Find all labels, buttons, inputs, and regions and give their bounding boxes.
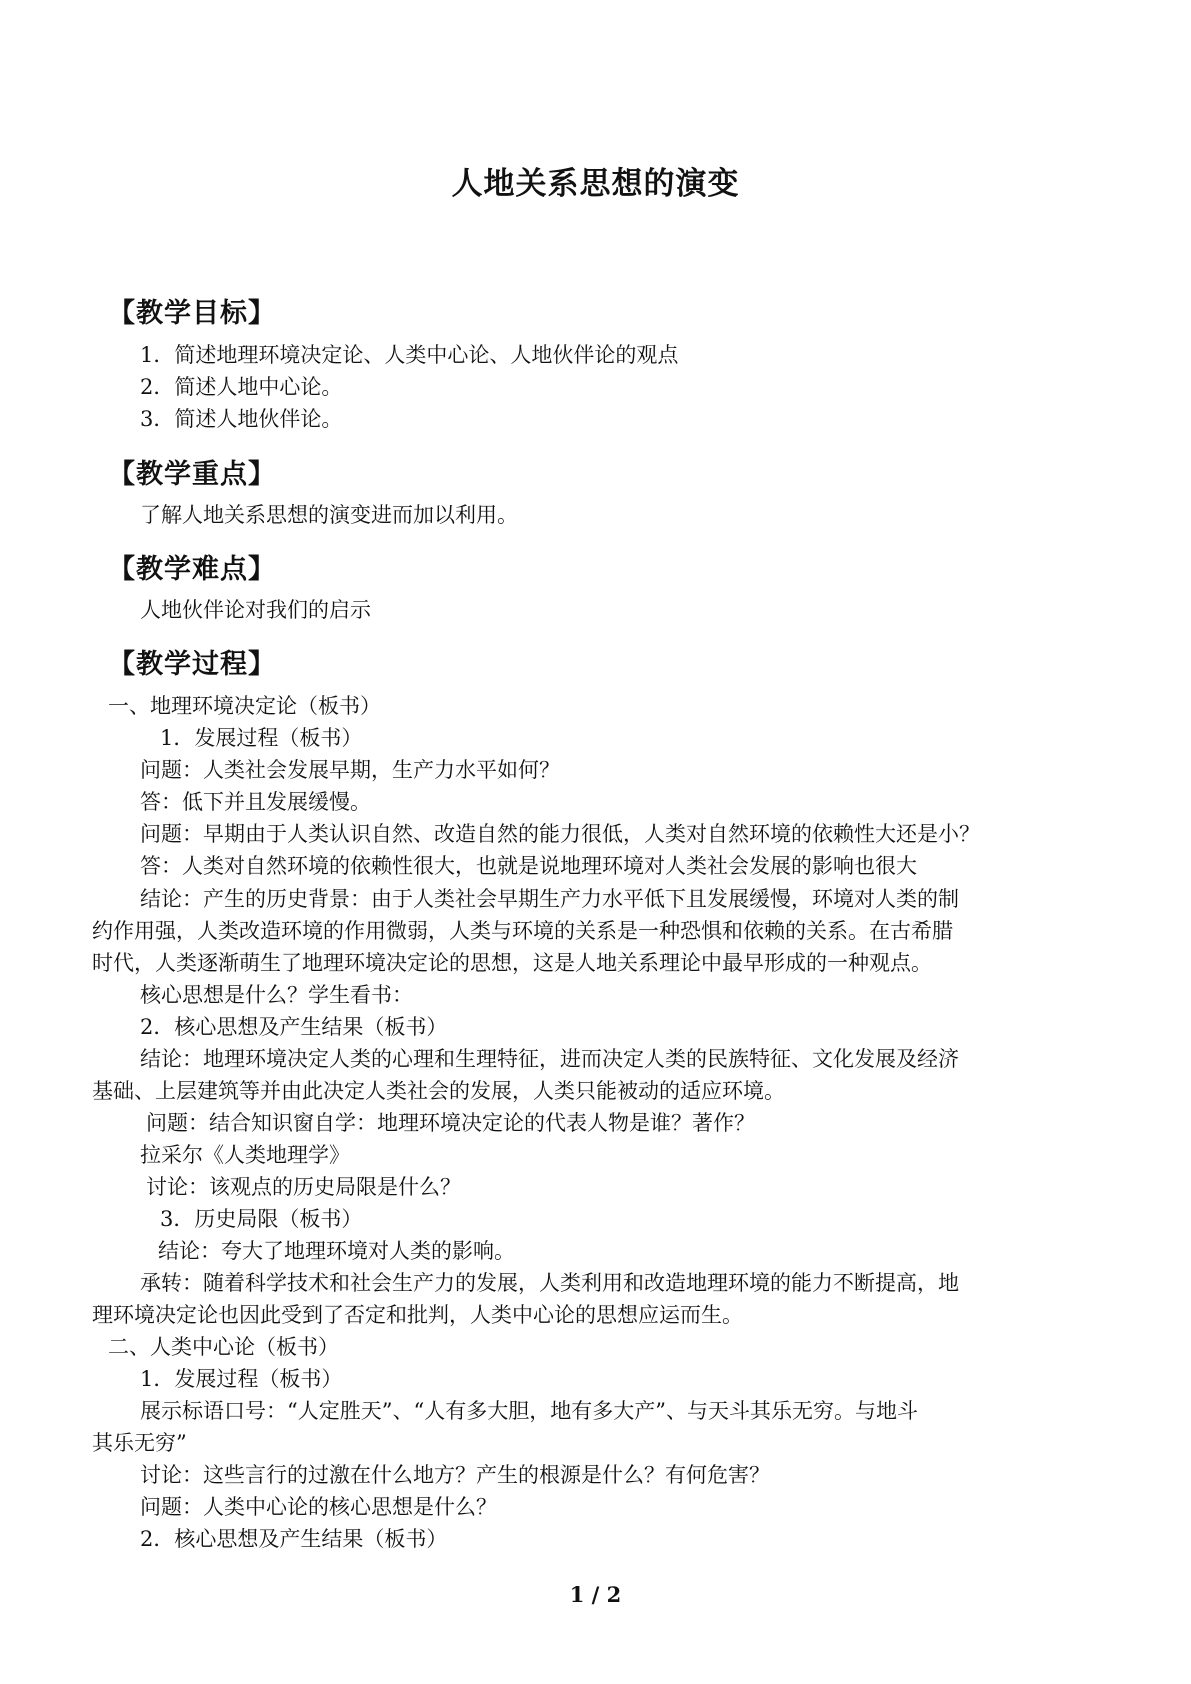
heading-teaching-process: 【教学过程】 xyxy=(108,649,276,680)
process-line: 2．核心思想及产生结果（板书） xyxy=(140,1527,448,1551)
process-line: 问题：人类中心论的核心思想是什么？ xyxy=(140,1495,497,1519)
heading-teaching-goals: 【教学目标】 xyxy=(108,298,276,329)
document-title: 人地关系思想的演变 xyxy=(451,166,740,202)
process-line: 答：低下并且发展缓慢。 xyxy=(140,790,371,814)
process-line: 拉采尔《人类地理学》 xyxy=(140,1143,350,1167)
process-line: 结论：夸大了地理环境对人类的影响。 xyxy=(158,1239,515,1263)
process-line: 问题：早期由于人类认识自然、改造自然的能力很低，人类对自然环境的依赖性大还是小？ xyxy=(140,822,980,846)
process-line: 答：人类对自然环境的依赖性很大，也就是说地理环境对人类社会发展的影响也很大 xyxy=(140,854,917,878)
process-line: 讨论：这些言行的过激在什么地方？产生的根源是什么？有何危害？ xyxy=(140,1463,770,1487)
goal-item-2: 2．简述人地中心论。 xyxy=(140,375,343,399)
process-line: 讨论：该观点的历史局限是什么？ xyxy=(146,1175,461,1199)
process-line: 问题：结合知识窗自学：地理环境决定论的代表人物是谁？著作？ xyxy=(146,1111,755,1135)
goal-item-1: 1．简述地理环境决定论、人类中心论、人地伙伴论的观点 xyxy=(140,343,679,367)
process-line: 其乐无穷” xyxy=(92,1431,187,1455)
process-line: 理环境决定论也因此受到了否定和批判，人类中心论的思想应运而生。 xyxy=(92,1303,743,1327)
process-line: 承转：随着科学技术和社会生产力的发展，人类利用和改造地理环境的能力不断提高，地 xyxy=(140,1271,959,1295)
process-line: 一、地理环境决定论（板书） xyxy=(108,694,381,718)
process-line: 2．核心思想及产生结果（板书） xyxy=(140,1015,448,1039)
process-line: 结论：地理环境决定人类的心理和生理特征，进而决定人类的民族特征、文化发展及经济 xyxy=(140,1047,959,1071)
difficulties-text: 人地伙伴论对我们的启示 xyxy=(140,598,371,622)
process-line: 问题：人类社会发展早期，生产力水平如何？ xyxy=(140,758,560,782)
process-line: 结论：产生的历史背景：由于人类社会早期生产力水平低下且发展缓慢，环境对人类的制 xyxy=(140,887,959,911)
process-line: 核心思想是什么？学生看书： xyxy=(140,983,413,1007)
process-line: 展示标语口号：“人定胜天”、“人有多大胆，地有多大产”、与天斗其乐无穷。与地斗 xyxy=(140,1399,918,1423)
process-line: 时代，人类逐渐萌生了地理环境决定论的思想，这是人地关系理论中最早形成的一种观点。 xyxy=(92,951,932,975)
key-points-text: 了解人地关系思想的演变进而加以利用。 xyxy=(140,503,518,527)
process-line: 约作用强，人类改造环境的作用微弱，人类与环境的关系是一种恐惧和依赖的关系。在古希腊 xyxy=(92,919,953,943)
process-line: 基础、上层建筑等并由此决定人类社会的发展，人类只能被动的适应环境。 xyxy=(92,1079,785,1103)
process-line: 二、人类中心论（板书） xyxy=(108,1335,339,1359)
page-number: 1 / 2 xyxy=(569,1582,622,1607)
process-line: 1．发展过程（板书） xyxy=(160,726,363,750)
goal-item-3: 3．简述人地伙伴论。 xyxy=(140,407,343,431)
heading-key-points: 【教学重点】 xyxy=(108,459,276,490)
process-line: 1．发展过程（板书） xyxy=(140,1367,343,1391)
heading-difficulties: 【教学难点】 xyxy=(108,554,276,585)
process-line: 3．历史局限（板书） xyxy=(160,1207,363,1231)
